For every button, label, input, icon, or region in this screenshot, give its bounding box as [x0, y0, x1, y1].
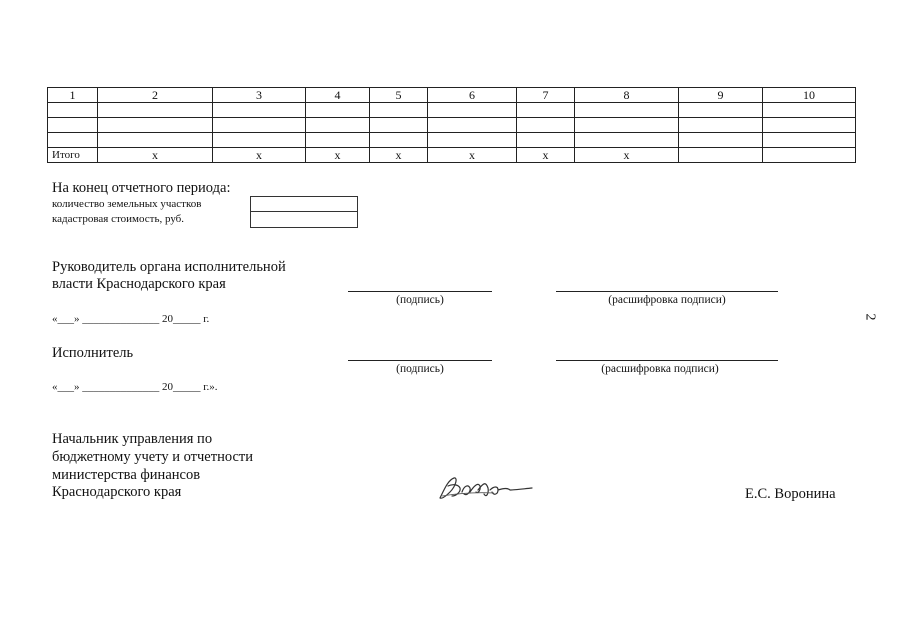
- total-cell: [679, 148, 763, 163]
- head-signature-caption: (подпись): [396, 294, 444, 306]
- total-cell: x: [98, 148, 213, 163]
- column-number: 10: [763, 88, 856, 103]
- column-number: 5: [370, 88, 428, 103]
- table-header-row: [48, 88, 856, 103]
- chief-title-line2: бюджетному учету и отчетности: [52, 449, 253, 465]
- page-number: 2: [862, 313, 878, 321]
- head-signature-line[interactable]: [348, 291, 492, 292]
- table-row: [48, 103, 856, 118]
- chief-name: Е.С. Воронина: [745, 486, 836, 502]
- total-cell: x: [213, 148, 306, 163]
- column-number: 8: [575, 88, 679, 103]
- head-title-line1: Руководитель органа исполнительной: [52, 259, 286, 275]
- chief-title-line4: Краснодарского края: [52, 484, 182, 500]
- total-cell: [763, 148, 856, 163]
- executor-label: Исполнитель: [52, 345, 134, 361]
- handwritten-signature: [434, 472, 538, 506]
- head-decode-line[interactable]: [556, 291, 778, 292]
- table-total-row: [48, 148, 856, 163]
- column-number: 1: [48, 88, 98, 103]
- executor-signature-caption: (подпись): [396, 363, 444, 375]
- chief-title-line1: Начальник управления по: [52, 431, 213, 447]
- table-row: [48, 118, 856, 133]
- total-cell: x: [306, 148, 370, 163]
- column-number: 3: [213, 88, 306, 103]
- column-number: 7: [517, 88, 575, 103]
- head-decode-caption: (расшифровка подписи): [608, 294, 726, 306]
- total-cell: x: [517, 148, 575, 163]
- executor-decode-line[interactable]: [556, 360, 778, 361]
- total-cell: x: [370, 148, 428, 163]
- column-number: 6: [428, 88, 517, 103]
- executor-signature-line[interactable]: [348, 360, 492, 361]
- total-cell: x: [575, 148, 679, 163]
- column-number: 9: [679, 88, 763, 103]
- head-title-line2: власти Краснодарского края: [52, 276, 226, 292]
- period-end-title: На конец отчетного периода:: [52, 180, 231, 196]
- column-number: 4: [306, 88, 370, 103]
- chief-title-line3: министерства финансов: [52, 467, 201, 483]
- cadastral-cost-field[interactable]: [250, 211, 358, 228]
- report-table: [47, 87, 856, 163]
- head-date: «___» ______________ 20_____ г.: [52, 313, 210, 325]
- plots-count-label: количество земельных участков: [52, 198, 202, 210]
- column-number: 2: [98, 88, 213, 103]
- executor-decode-caption: (расшифровка подписи): [601, 363, 719, 375]
- executor-date: «___» ______________ 20_____ г.».: [52, 381, 218, 393]
- table-row: [48, 133, 856, 148]
- total-cell: x: [428, 148, 517, 163]
- plots-count-field[interactable]: [250, 196, 358, 212]
- total-label: Итого: [48, 148, 98, 163]
- cadastral-cost-label: кадастровая стоимость, руб.: [52, 213, 185, 225]
